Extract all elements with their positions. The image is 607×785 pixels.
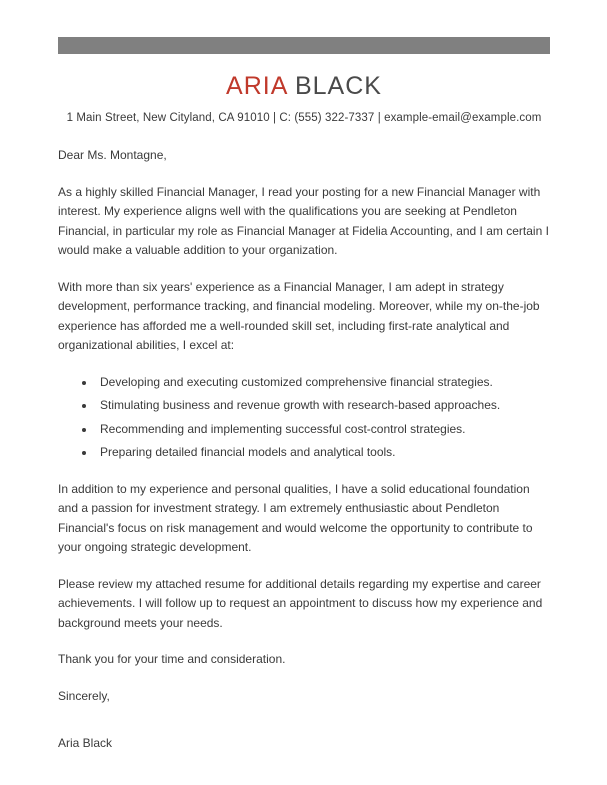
last-name: BLACK	[294, 72, 382, 100]
first-name: ARIA	[226, 72, 288, 100]
list-item: • Developing and executing customized comprehensive financial strategies.	[96, 373, 550, 393]
paragraph-3: In addition to my experience and personal qualities, I have a solid educational foundation and a passion for investment strategy. I am extremely enthusiastic about Pendleton Financial's focus on risk management and would welcome the opportunity to contribute to your ongoing strategic development.	[58, 481, 533, 554]
signature-name: Aria Black	[58, 736, 113, 750]
list-item: • Recommending and implementing successful cost-control strategies.	[96, 420, 550, 440]
signoff-line: Sincerely,	[58, 688, 110, 703]
salutation: Dear Ms. Montagne,	[58, 148, 167, 162]
paragraph-1: As a highly skilled Financial Manager, I read your posting for a new Financial Manager with interest. My experience aligns well with the qualifications you are seeking at Pendleton Financial, in particular my role as Financial Manager at Fidelia Accounting, and I am certain I would make a valuable addition to your organization.	[58, 184, 549, 257]
letter-body	[58, 146, 550, 754]
name-block	[58, 72, 550, 124]
contact-line: 1 Main Street, New Cityland, CA 91010 | C: (555) 322-7337 | example-email@example.com	[66, 112, 542, 124]
header-accent-bar	[58, 37, 550, 54]
page-title	[58, 72, 550, 101]
list-item: • Preparing detailed financial models and analytical tools.	[96, 443, 550, 463]
paragraph-4: Please review my attached resume for additional details regarding my expertise and career achievements. I will follow up to request an appointment to discuss how my experience and background meets your needs.	[58, 576, 543, 630]
letter-content	[58, 64, 550, 754]
skills-list	[58, 373, 550, 463]
thanks-line: Thank you for your time and consideration.	[58, 652, 286, 666]
paragraph-2: With more than six years' experience as a Financial Manager, I am adept in strategy development, performance tracking, and financial modeling. Moreover, while my on-the-job experience has afforded me a well-rounded skill set, including first-rate analytical and organizational abilities, I excel at:	[58, 279, 540, 352]
list-item: • Stimulating business and revenue growth with research-based approaches.	[96, 396, 550, 416]
